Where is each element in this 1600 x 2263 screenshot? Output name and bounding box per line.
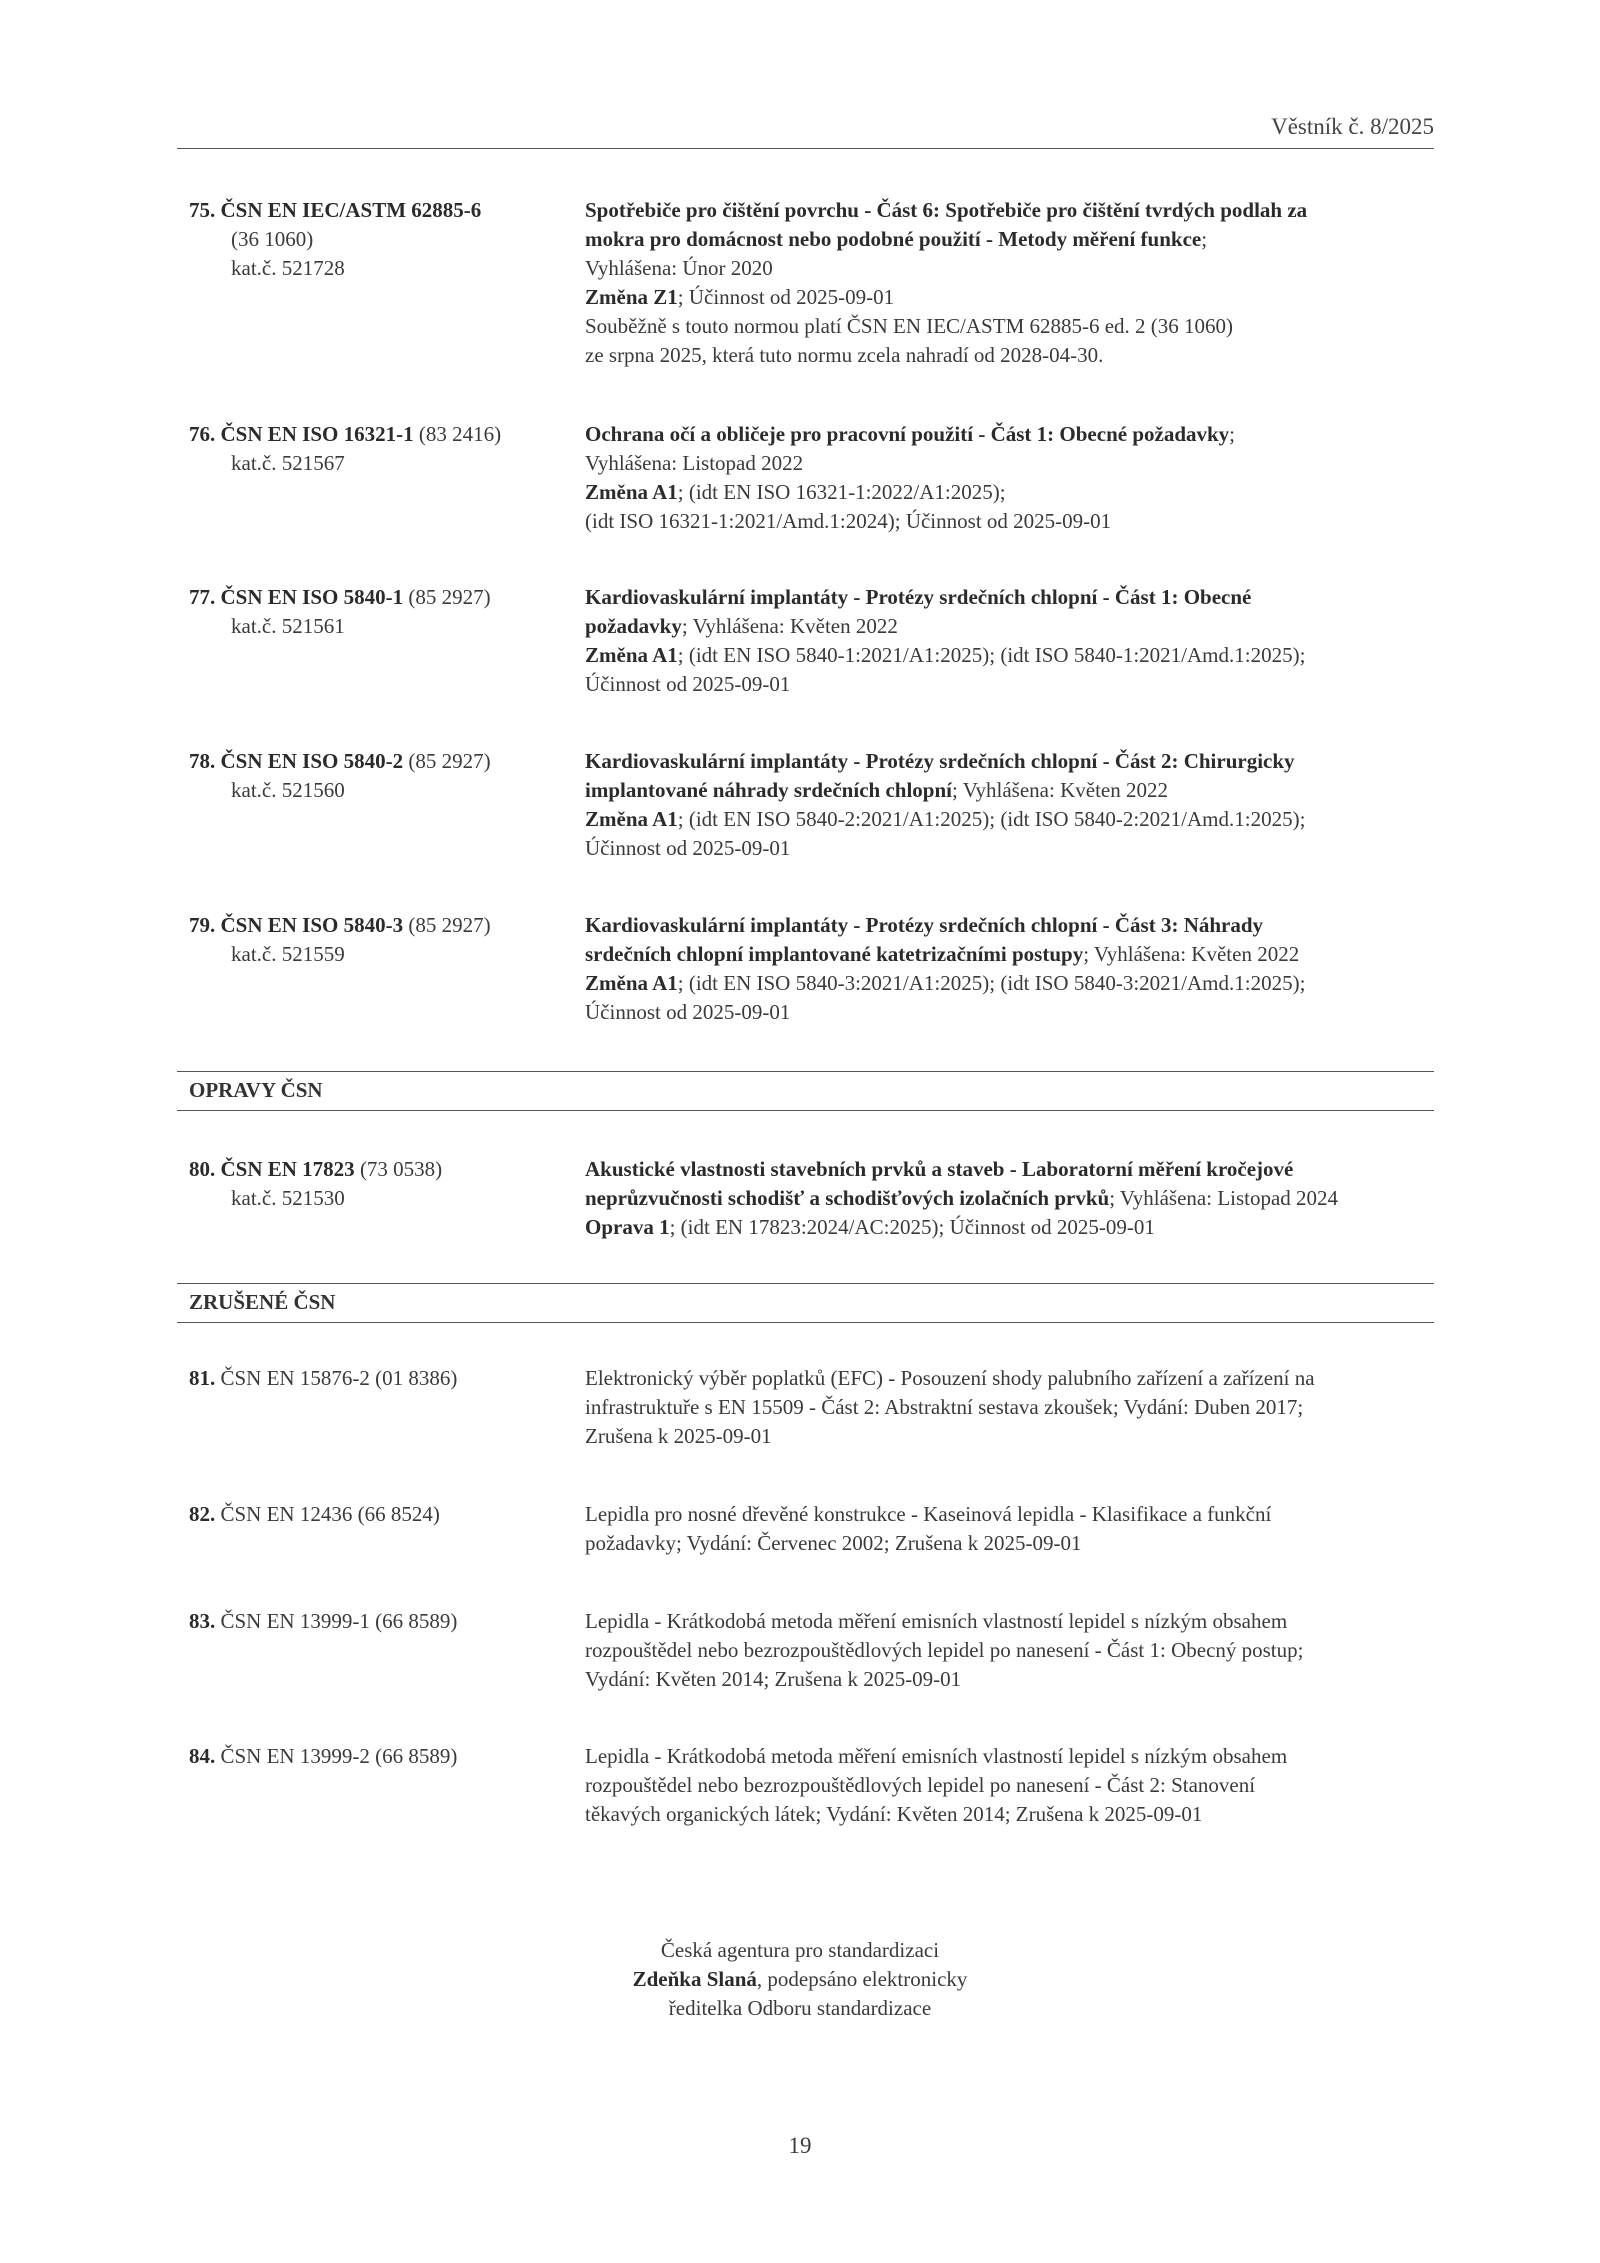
description-line: těkavých organických látek; Vydání: Květen 2014; Zrušena k 2025-09-01	[585, 1802, 1203, 1826]
note-line: Souběžně s touto normou platí ČSN EN IEC/ASTM 62885-6 ed. 2 (36 1060)	[585, 314, 1234, 338]
description-line: rozpouštědel nebo bezrozpouštědlových lepidel po nanesení - Část 1: Obecný postup;	[585, 1638, 1304, 1662]
announced-date: ; Vyhlášena: Květen 2022	[951, 778, 1168, 802]
change-detail: ; (idt EN ISO 5840-3:2021/A1:2025); (idt ISO 5840-3:2021/Amd.1:2025);	[677, 971, 1306, 995]
entry-number: 82.	[189, 1502, 216, 1526]
change-detail: ; Účinnost od 2025-09-01	[677, 285, 895, 309]
change-label: Změna A1	[585, 643, 678, 667]
entry-description	[585, 1155, 1440, 1242]
standard-code: ČSN EN 12436 (66 8524)	[220, 1502, 440, 1526]
catalog-number: kat.č. 521567	[231, 451, 345, 475]
standard-code: ČSN EN ISO 16321-1	[220, 422, 414, 446]
entry-number: 83.	[189, 1609, 216, 1633]
class-number: (73 0538)	[359, 1157, 443, 1181]
standard-title: Kardiovaskulární implantáty - Protézy srdečních chlopní - Část 1: Obecné	[585, 585, 1252, 609]
standard-code: ČSN EN 15876-2 (01 8386)	[220, 1366, 458, 1390]
entry-identifier	[189, 1742, 589, 1771]
class-number: (85 2927)	[408, 585, 491, 609]
entry-number: 79.	[189, 913, 216, 937]
standard-title: Akustické vlastnosti stavebních prvků a staveb - Laboratorní měření kročejové	[585, 1157, 1294, 1181]
catalog-number: kat.č. 521560	[231, 778, 345, 802]
effective-date: Účinnost od 2025-09-01	[585, 1000, 791, 1024]
entry-identifier	[189, 1364, 589, 1393]
description-line: Vydání: Květen 2014; Zrušena k 2025-09-01	[585, 1667, 962, 1691]
entry-number: 78.	[189, 749, 216, 773]
standard-title-cont: srdečních chlopní implantované katetrizačními postupy	[585, 942, 1084, 966]
change-detail: ; (idt EN ISO 5840-2:2021/A1:2025); (idt ISO 5840-2:2021/Amd.1:2025);	[677, 807, 1306, 831]
standard-code: ČSN EN 17823	[220, 1157, 355, 1181]
entry-identifier	[189, 911, 589, 969]
entry-identifier	[189, 1155, 589, 1213]
description-line: Zrušena k 2025-09-01	[585, 1424, 772, 1448]
standard-title: Ochrana očí a obličeje pro pracovní použití - Část 1: Obecné požadavky	[585, 422, 1230, 446]
change-label: Změna A1	[585, 807, 678, 831]
change-detail-cont: (idt ISO 16321-1:2021/Amd.1:2024); Účinnost od 2025-09-01	[585, 509, 1112, 533]
class-number: (83 2416)	[418, 422, 502, 446]
announced-date: Vyhlášena: Listopad 2022	[585, 451, 804, 475]
entry-number: 80.	[189, 1157, 216, 1181]
section-heading-corrections	[177, 1071, 1434, 1111]
catalog-number: kat.č. 521559	[231, 942, 345, 966]
standard-title-cont: mokra pro domácnost nebo podobné použití - Metody měření funkce	[585, 227, 1202, 251]
class-number: (36 1060)	[231, 227, 314, 251]
signature-note: , podepsáno elektronicky	[756, 1967, 968, 1991]
signatory-name: Zdeňka Slaná	[632, 1967, 757, 1991]
note-line: ze srpna 2025, která tuto normu zcela nahradí od 2028-04-30.	[585, 343, 1104, 367]
entry-number: 75.	[189, 198, 216, 222]
change-detail: ; (idt EN ISO 16321-1:2022/A1:2025);	[677, 480, 1006, 504]
catalog-number: kat.č. 521728	[231, 256, 345, 280]
change-label: Změna A1	[585, 971, 678, 995]
page-number: 19	[788, 2133, 812, 2158]
catalog-number: kat.č. 521530	[231, 1186, 345, 1210]
standard-code: ČSN EN ISO 5840-1	[220, 585, 404, 609]
effective-date: Účinnost od 2025-09-01	[585, 836, 791, 860]
class-number: (85 2927)	[408, 913, 491, 937]
catalog-number: kat.č. 521561	[231, 614, 345, 638]
signature-block	[0, 1936, 1600, 2023]
announced-date: Vyhlášena: Únor 2020	[585, 256, 773, 280]
page-header	[177, 110, 1434, 149]
description-line: Elektronický výběr poplatků (EFC) - Posouzení shody palubního zařízení a zařízení na	[585, 1366, 1315, 1390]
bulletin-title: Věstník č. 8/2025	[1271, 114, 1434, 139]
entry-number: 76.	[189, 422, 216, 446]
description-line: požadavky; Vydání: Červenec 2002; Zrušena k 2025-09-01	[585, 1531, 1082, 1555]
signatory-role: ředitelka Odboru standardizace	[668, 1996, 932, 2020]
description-line: rozpouštědel nebo bezrozpouštědlových lepidel po nanesení - Část 2: Stanovení	[585, 1773, 1256, 1797]
section-title: ZRUŠENÉ ČSN	[189, 1290, 336, 1314]
standard-code: ČSN EN IEC/ASTM 62885-6	[220, 198, 482, 222]
correction-label: Oprava 1	[585, 1215, 670, 1239]
entry-description	[585, 1364, 1440, 1451]
standard-code: ČSN EN ISO 5840-2	[220, 749, 404, 773]
announced-date: ; Vyhlášena: Květen 2022	[1083, 942, 1300, 966]
standard-title-cont: požadavky	[585, 614, 682, 638]
announced-date: ; Vyhlášena: Květen 2022	[681, 614, 898, 638]
entry-number: 77.	[189, 585, 216, 609]
entry-identifier	[189, 1607, 589, 1636]
effective-date: Účinnost od 2025-09-01	[585, 672, 791, 696]
standard-code: ČSN EN 13999-2 (66 8589)	[220, 1744, 458, 1768]
section-heading-cancelled	[177, 1283, 1434, 1323]
entry-identifier	[189, 420, 589, 478]
entry-description	[585, 1742, 1440, 1829]
change-detail: ; (idt EN ISO 5840-1:2021/A1:2025); (idt ISO 5840-1:2021/Amd.1:2025);	[677, 643, 1306, 667]
entry-description	[585, 1607, 1440, 1694]
entry-identifier	[189, 583, 589, 641]
description-line: Lepidla - Krátkodobá metoda měření emisních vlastností lepidel s nízkým obsahem	[585, 1609, 1288, 1633]
standard-title: Spotřebiče pro čištění povrchu - Část 6: Spotřebiče pro čištění tvrdých podlah za	[585, 198, 1308, 222]
description-line: Lepidla - Krátkodobá metoda měření emisních vlastností lepidel s nízkým obsahem	[585, 1744, 1288, 1768]
entry-description: Ochrana očí a obličeje pro pracovní použití - Část 1: Obecné požadavky; Vyhlášena: Listopad 2022 Změna A1; (idt EN ISO 16321-1:2022/A1:2025); (idt ISO 16321-1:2021/Amd.1:2024); Účinnost od 2025-09-01	[585, 420, 1440, 536]
entry-number: 81.	[189, 1366, 216, 1390]
standard-title-cont: implantované náhrady srdečních chlopní	[585, 778, 952, 802]
section-title: OPRAVY ČSN	[189, 1078, 323, 1102]
standard-code: ČSN EN ISO 5840-3	[220, 913, 404, 937]
correction-detail: ; (idt EN 17823:2024/AC:2025); Účinnost od 2025-09-01	[669, 1215, 1155, 1239]
entry-description: Spotřebiče pro čištění povrchu - Část 6: Spotřebiče pro čištění tvrdých podlah za mokra pro domácnost nebo podobné použití - Metody měření funkce; Vyhlášena: Únor 2020 Změna Z1; Účinnost od 2025-09-01 Souběžně s touto normou platí ČSN EN IEC/ASTM 62885-6 ed. 2 (36 1060) ze srpna 2025, která tuto normu zcela nahradí od 2028-04-30.	[585, 196, 1440, 370]
standard-code: ČSN EN 13999-1 (66 8589)	[220, 1609, 458, 1633]
description-line: infrastruktuře s EN 15509 - Část 2: Abstraktní sestava zkoušek; Vydání: Duben 2017;	[585, 1395, 1304, 1419]
entry-description	[585, 583, 1440, 699]
entry-description	[585, 747, 1440, 863]
agency-name: Česká agentura pro standardizaci	[660, 1938, 940, 1962]
announced-date: ; Vyhlášena: Listopad 2024	[1109, 1186, 1339, 1210]
entry-number: 84.	[189, 1744, 216, 1768]
entry-identifier	[189, 1500, 589, 1529]
standard-title: Kardiovaskulární implantáty - Protézy srdečních chlopní - Část 2: Chirurgicky	[585, 749, 1295, 773]
standard-title-cont: neprůzvučnosti schodišť a schodišťových izolačních prvků	[585, 1186, 1110, 1210]
standard-title: Kardiovaskulární implantáty - Protézy srdečních chlopní - Část 3: Náhrady	[585, 913, 1264, 937]
change-label: Změna A1	[585, 480, 678, 504]
entry-description	[585, 1500, 1440, 1558]
entry-description	[585, 911, 1440, 1027]
description-line: Lepidla pro nosné dřevěné konstrukce - Kaseinová lepidla - Klasifikace a funkční	[585, 1502, 1272, 1526]
entry-identifier	[189, 196, 589, 283]
entry-identifier	[189, 747, 589, 805]
change-label: Změna Z1	[585, 285, 678, 309]
class-number: (85 2927)	[408, 749, 491, 773]
